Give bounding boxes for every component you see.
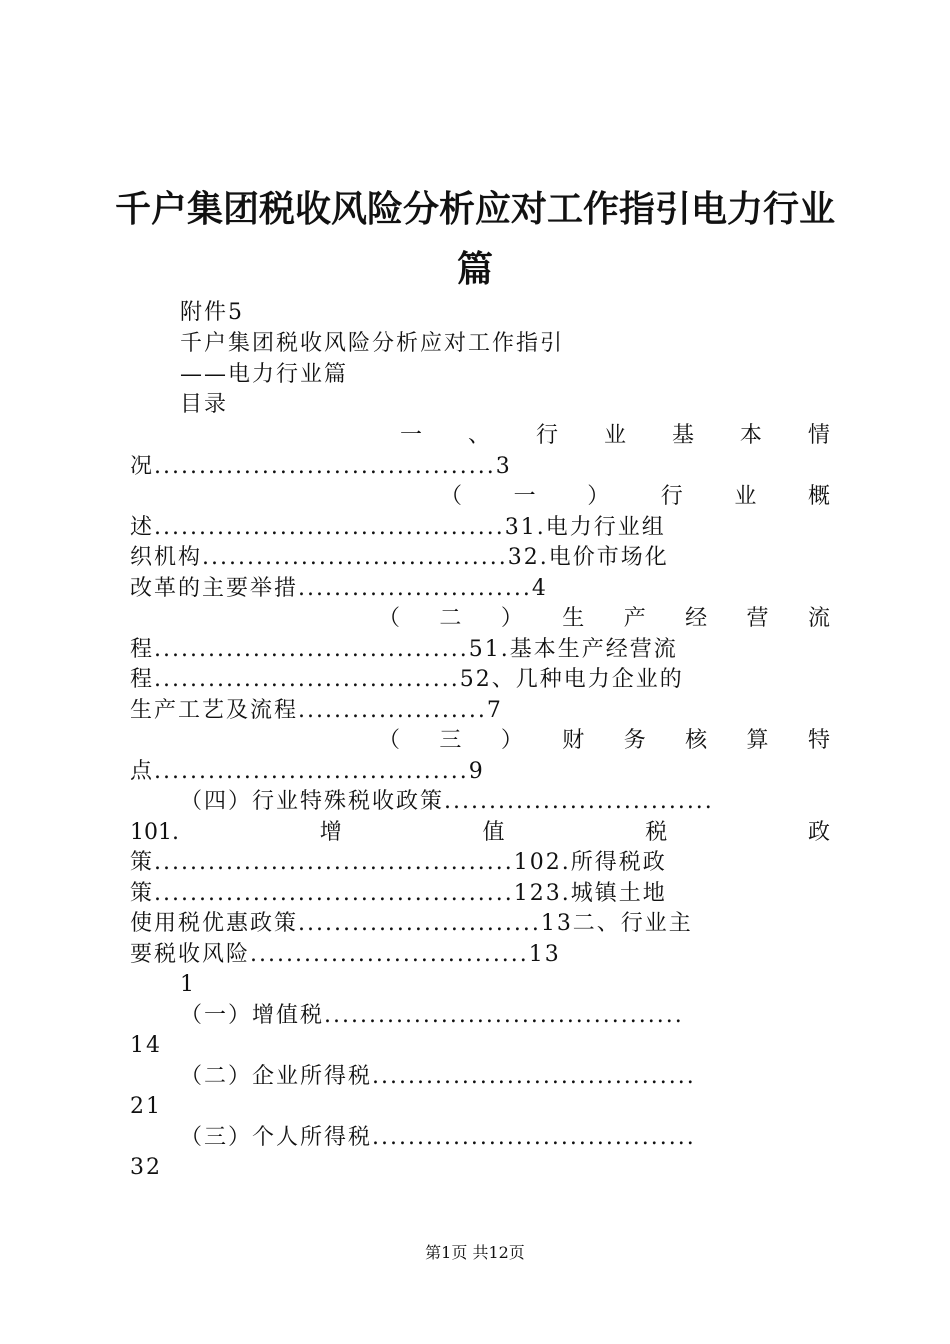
toc-entry-spaced [440,482,830,512]
toc-entry-char: 政 [807,820,830,845]
toc-entry: 32 [130,1155,162,1180]
toc-entry-char: 一 [400,423,423,448]
toc-entry: （二）企业所得税.................................... [180,1064,696,1089]
toc-entry: 21 [130,1094,162,1119]
toc-entry-char: （ [378,728,401,753]
toc-entry-char: （ [440,484,463,509]
toc-entry-char: 基 [671,423,694,448]
toc-entry-char: 特 [807,728,830,753]
document-title-line-2: 篇 [456,249,493,290]
toc-entry: （四）行业特殊税收政策.............................. [180,789,714,814]
toc-entry-char: ） [500,606,523,631]
toc-entry: 1 [180,972,196,997]
toc-entry-char: 增 [319,820,342,845]
page-footer: 第1页 共12页 [425,1243,525,1262]
toc-entry: 点...................................9 [130,759,485,784]
toc-entry-char: ） [500,728,523,753]
toc-entry: 策........................................123.城镇土地 [130,881,667,906]
toc-entry-char: 二 [439,606,462,631]
toc-entry-char: 产 [623,606,646,631]
toc-entry-char: 算 [746,728,769,753]
toc-entry-char: 税 [645,820,668,845]
toc-entry: 程..................................52、几种电力企业的 [130,667,684,692]
toc-entry-char: 一 [513,484,536,509]
toc-entry-char: 经 [685,606,708,631]
toc-entry-char: 核 [685,728,708,753]
subtitle-industry: ——电力行业篇 [180,362,349,387]
attachment-label: 附件5 [180,300,244,325]
toc-entry-char: 业 [734,484,757,509]
toc-entry-char: 财 [562,728,585,753]
toc-entry: 述.......................................31.电力行业组 [130,515,666,540]
toc-entry-char: 务 [623,728,646,753]
toc-heading: 目录 [180,392,229,417]
toc-entry-spaced [378,604,830,634]
toc-entry: （三）个人所得税.................................... [180,1125,696,1150]
toc-entry: 要税收风险...............................13 [130,942,561,967]
toc-entry: （一）增值税........................................ [180,1003,684,1028]
toc-entry-char: （ [378,606,401,631]
toc-entry-char: 流 [807,606,830,631]
toc-entry: 况......................................3 [130,454,512,479]
toc-entry-char: 101. [130,820,179,845]
toc-entry-spaced [400,421,830,451]
toc-entry-char: 业 [603,423,626,448]
document-title-line-1: 千户集团税收风险分析应对工作指引电力行业 [114,189,835,230]
toc-entry-char: 、 [467,423,490,448]
toc-entry-char: 营 [746,606,769,631]
toc-entry: 程...................................51.基本生产经营流 [130,637,678,662]
toc-entry-char: 行 [535,423,558,448]
toc-entry: 14 [130,1033,162,1058]
subtitle: 千户集团税收风险分析应对工作指引 [180,331,565,356]
toc-entry-char: 生 [562,606,585,631]
toc-entry-char: ） [587,484,610,509]
toc-entry: 织机构..................................32.电价市场化 [130,545,669,570]
toc-entry-char: 情 [807,423,830,448]
toc-entry-spaced [378,726,830,756]
toc-entry-char: 本 [739,423,762,448]
toc-entry-char: 概 [807,484,830,509]
toc-entry: 策........................................102.所得税政 [130,850,667,875]
toc-entry-char: 行 [660,484,683,509]
toc-entry-char: 值 [482,820,505,845]
toc-entry: 生产工艺及流程.....................7 [130,698,503,723]
toc-entry: 使用税优惠政策...........................13二、行业主 [130,911,693,936]
toc-entry: 改革的主要举措..........................4 [130,576,548,601]
toc-entry-spaced [130,818,830,848]
toc-entry-char: 三 [439,728,462,753]
